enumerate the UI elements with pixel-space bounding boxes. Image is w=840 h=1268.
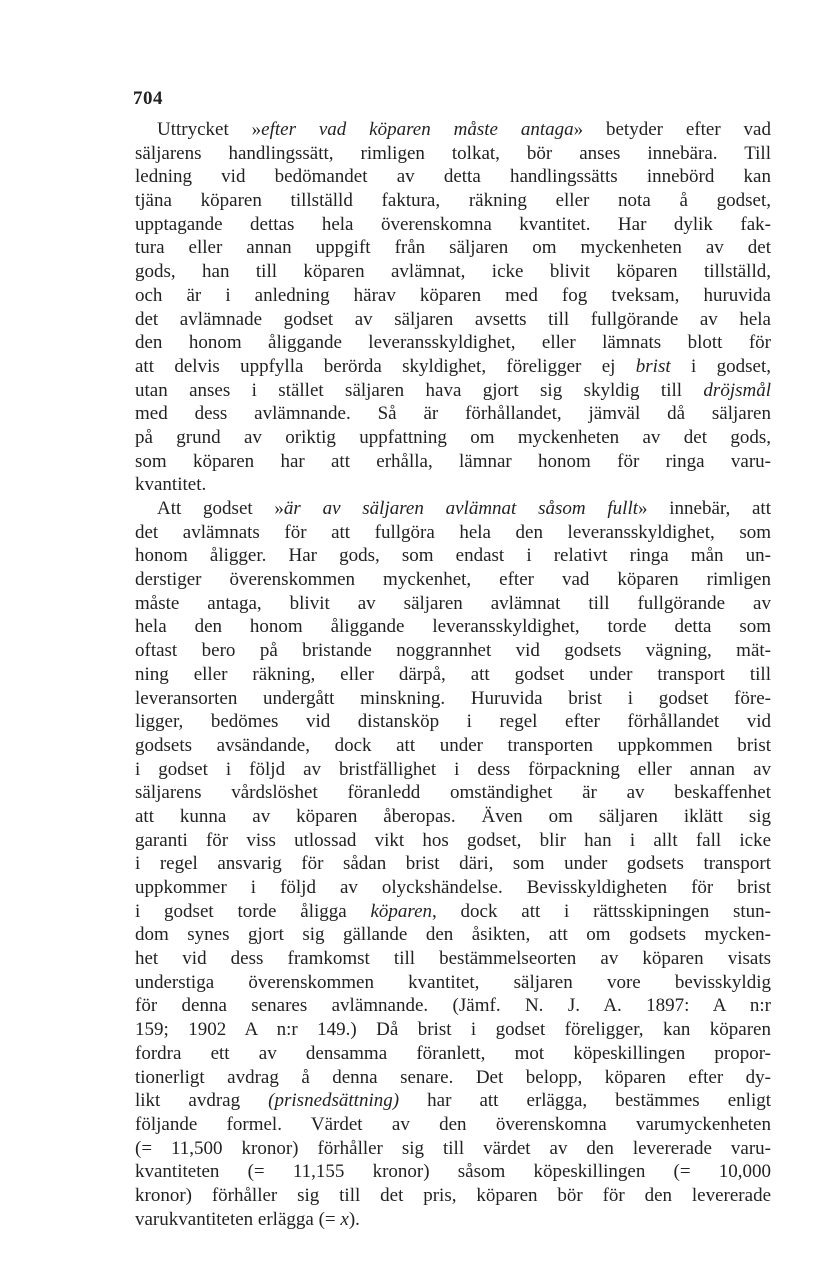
italic-phrase: efter vad köparen måste antaga	[261, 119, 574, 140]
text-line	[135, 1042, 771, 1066]
text-segment: understiga överenskommen kvantitet, säljaren vore bevisskyldig	[135, 971, 771, 993]
text-line	[135, 355, 771, 379]
text-segment: att delvis uppfylla berörda skyldighet, föreligger ej	[135, 355, 636, 377]
text-segment: het vid dess framkomst till bestämmelseorten av köparen visats	[135, 948, 771, 970]
text-line	[135, 473, 771, 497]
text-line	[135, 497, 771, 521]
text-segment: det avlämnats för att fullgöra hela den leveransskyldighet, som	[135, 521, 771, 543]
text-segment: ).	[348, 1208, 360, 1230]
text-line	[135, 426, 771, 450]
italic-phrase: dröjsmål	[703, 379, 771, 401]
text-segment: godsets avsändande, dock att under transporten uppkommen brist	[135, 734, 771, 756]
text-segment: oftast bero på bristande noggrannhet vid godsets vägning, mät-	[135, 640, 771, 662]
text-segment: med dess avlämnande. Så är förhållandet, jämväl då säljaren	[135, 403, 771, 425]
text-segment: garanti för viss utlossad vikt hos godset, blir han i allt fall icke	[135, 829, 771, 851]
text-segment: kronor) förhåller sig till det pris, köparen bör för den levererade	[135, 1184, 771, 1206]
text-line	[135, 971, 771, 995]
text-line	[135, 1184, 771, 1208]
text-segment: säljarens handlingssätt, rimligen tolkat, bör anses innebära. Till	[135, 142, 771, 164]
text-segment: (= 11,500 kronor) förhåller sig till värdet av den levererade varu-	[135, 1137, 771, 1159]
text-segment: tionerligt avdrag å denna senare. Det belopp, köparen efter dy-	[135, 1066, 771, 1088]
text-segment: » betyder efter vad	[573, 119, 771, 140]
text-line	[135, 1066, 771, 1090]
text-line	[135, 1160, 771, 1184]
italic-phrase: (prisnedsättning)	[268, 1090, 400, 1112]
text-line	[135, 544, 771, 568]
text-segment: leveransorten undergått minskning. Huruvida brist i godset före-	[135, 687, 771, 709]
text-line	[135, 236, 771, 260]
text-line	[135, 947, 771, 971]
text-segment: utan anses i stället säljaren hava gjort sig skyldig till	[135, 379, 704, 401]
text-segment: att kunna av köparen åberopas. Även om säljaren iklätt sig	[135, 805, 771, 827]
text-line	[135, 1137, 771, 1161]
text-line	[135, 165, 771, 189]
text-line	[135, 260, 771, 284]
text-line	[135, 710, 771, 734]
text-line	[135, 829, 771, 853]
page-number: 704	[133, 88, 163, 109]
text-line	[135, 900, 771, 924]
text-line	[135, 308, 771, 332]
text-segment: på grund av oriktig uppfattning om myckenheten av det gods,	[135, 426, 771, 448]
text-segment: i godset i följd av bristfällighet i dess förpackning eller annan av	[135, 758, 771, 780]
text-segment: 159; 1902 A n:r 149.) Då brist i godset föreligger, kan köparen	[135, 1019, 771, 1041]
text-segment: för denna senares avlämnande. (Jämf. N. J. A. 1897: A n:r	[135, 995, 771, 1017]
text-line	[135, 1113, 771, 1137]
text-line	[135, 118, 771, 142]
text-line	[135, 450, 771, 474]
text-line	[135, 402, 771, 426]
text-line	[135, 615, 771, 639]
text-line	[135, 213, 771, 237]
text-line	[135, 687, 771, 711]
text-segment: hela den honom åliggande leveransskyldighet, torde detta som	[135, 616, 771, 638]
text-segment: ligger, bedömes vid distansköp i regel efter förhållandet vid	[135, 711, 771, 733]
text-line	[135, 379, 771, 403]
text-segment: i godset,	[670, 355, 771, 377]
text-segment: kvantiteten (= 11,155 kronor) såsom köpeskillingen (= 10,000	[135, 1161, 771, 1183]
text-segment: likt avdrag	[135, 1090, 269, 1112]
text-segment: upptagande dettas hela överenskomna kvantitet. Har dylik fak-	[135, 213, 771, 235]
text-line	[135, 331, 771, 355]
text-segment: » innebär, att	[638, 498, 771, 519]
text-line	[135, 1018, 771, 1042]
text-line	[135, 923, 771, 947]
text-segment: följande formel. Värdet av den överenskomna varumyckenheten	[135, 1113, 771, 1135]
text-segment: ning eller räkning, eller därpå, att godset under transport till	[135, 663, 771, 685]
text-segment: i regel ansvarig för sådan brist däri, som under godsets transport	[135, 853, 771, 875]
text-segment: i godset torde åligga	[135, 900, 371, 922]
text-line	[135, 781, 771, 805]
text-segment: måste antaga, blivit av säljaren avlämnat till fullgörande av	[135, 592, 771, 614]
text-line	[135, 876, 771, 900]
text-line	[135, 189, 771, 213]
italic-phrase: brist	[635, 355, 671, 377]
text-segment: varukvantiteten erlägga (=	[135, 1208, 341, 1230]
text-segment: det avlämnade godset av säljaren avsetts till fullgörande av hela	[135, 308, 771, 330]
text-segment: Att godset »	[157, 498, 284, 519]
text-segment: som köparen har att erhålla, lämnar honom för ringa varu-	[135, 450, 771, 472]
text-segment: den honom åliggande leveransskyldighet, eller lämnats blott för	[135, 332, 771, 354]
text-line	[135, 284, 771, 308]
body-text	[135, 118, 771, 1231]
text-line	[135, 568, 771, 592]
text-segment: gods, han till köparen avlämnat, icke blivit köparen tillställd,	[135, 261, 771, 283]
text-segment: dom synes gjort sig gällande den åsikten, att om godsets mycken-	[135, 924, 771, 946]
text-line	[135, 639, 771, 663]
italic-phrase: är av säljaren avlämnat såsom fullt	[283, 498, 638, 519]
text-line	[135, 852, 771, 876]
text-line	[135, 142, 771, 166]
text-line	[135, 1089, 771, 1113]
text-line	[135, 994, 771, 1018]
text-line	[135, 521, 771, 545]
text-line	[135, 1208, 771, 1232]
italic-phrase: x	[340, 1208, 349, 1230]
text-line	[135, 805, 771, 829]
text-line	[135, 758, 771, 782]
text-segment: ledning vid bedömandet av detta handlingssätts innebörd kan	[135, 166, 771, 188]
text-segment: fordra ett av densamma föranlett, mot köpeskillingen propor-	[135, 1042, 771, 1064]
text-segment: tura eller annan uppgift från säljaren om myckenheten av det	[135, 237, 771, 259]
text-segment: har att erlägga, bestämmes enligt	[399, 1090, 771, 1112]
italic-phrase: köparen	[370, 900, 433, 922]
text-segment: , dock att i rättsskipningen stun-	[432, 900, 771, 922]
text-segment: uppkommer i följd av olyckshändelse. Bevisskyldigheten för brist	[135, 877, 771, 898]
text-segment: Uttrycket »	[157, 119, 262, 140]
text-segment: säljarens vårdslöshet föranledd omständighet är av beskaffenhet	[135, 782, 771, 804]
text-line	[135, 734, 771, 758]
text-line	[135, 663, 771, 687]
text-line	[135, 592, 771, 616]
text-segment: kvantitet.	[135, 474, 207, 496]
text-segment: tjäna köparen tillställd faktura, räkning eller nota å godset,	[135, 190, 771, 212]
text-segment: honom åligger. Har gods, som endast i relativt ringa mån un-	[135, 545, 771, 567]
text-segment: derstiger överenskommen myckenhet, efter vad köparen rimligen	[135, 569, 771, 591]
text-segment: och är i anledning härav köparen med fog tveksam, huruvida	[135, 284, 771, 306]
